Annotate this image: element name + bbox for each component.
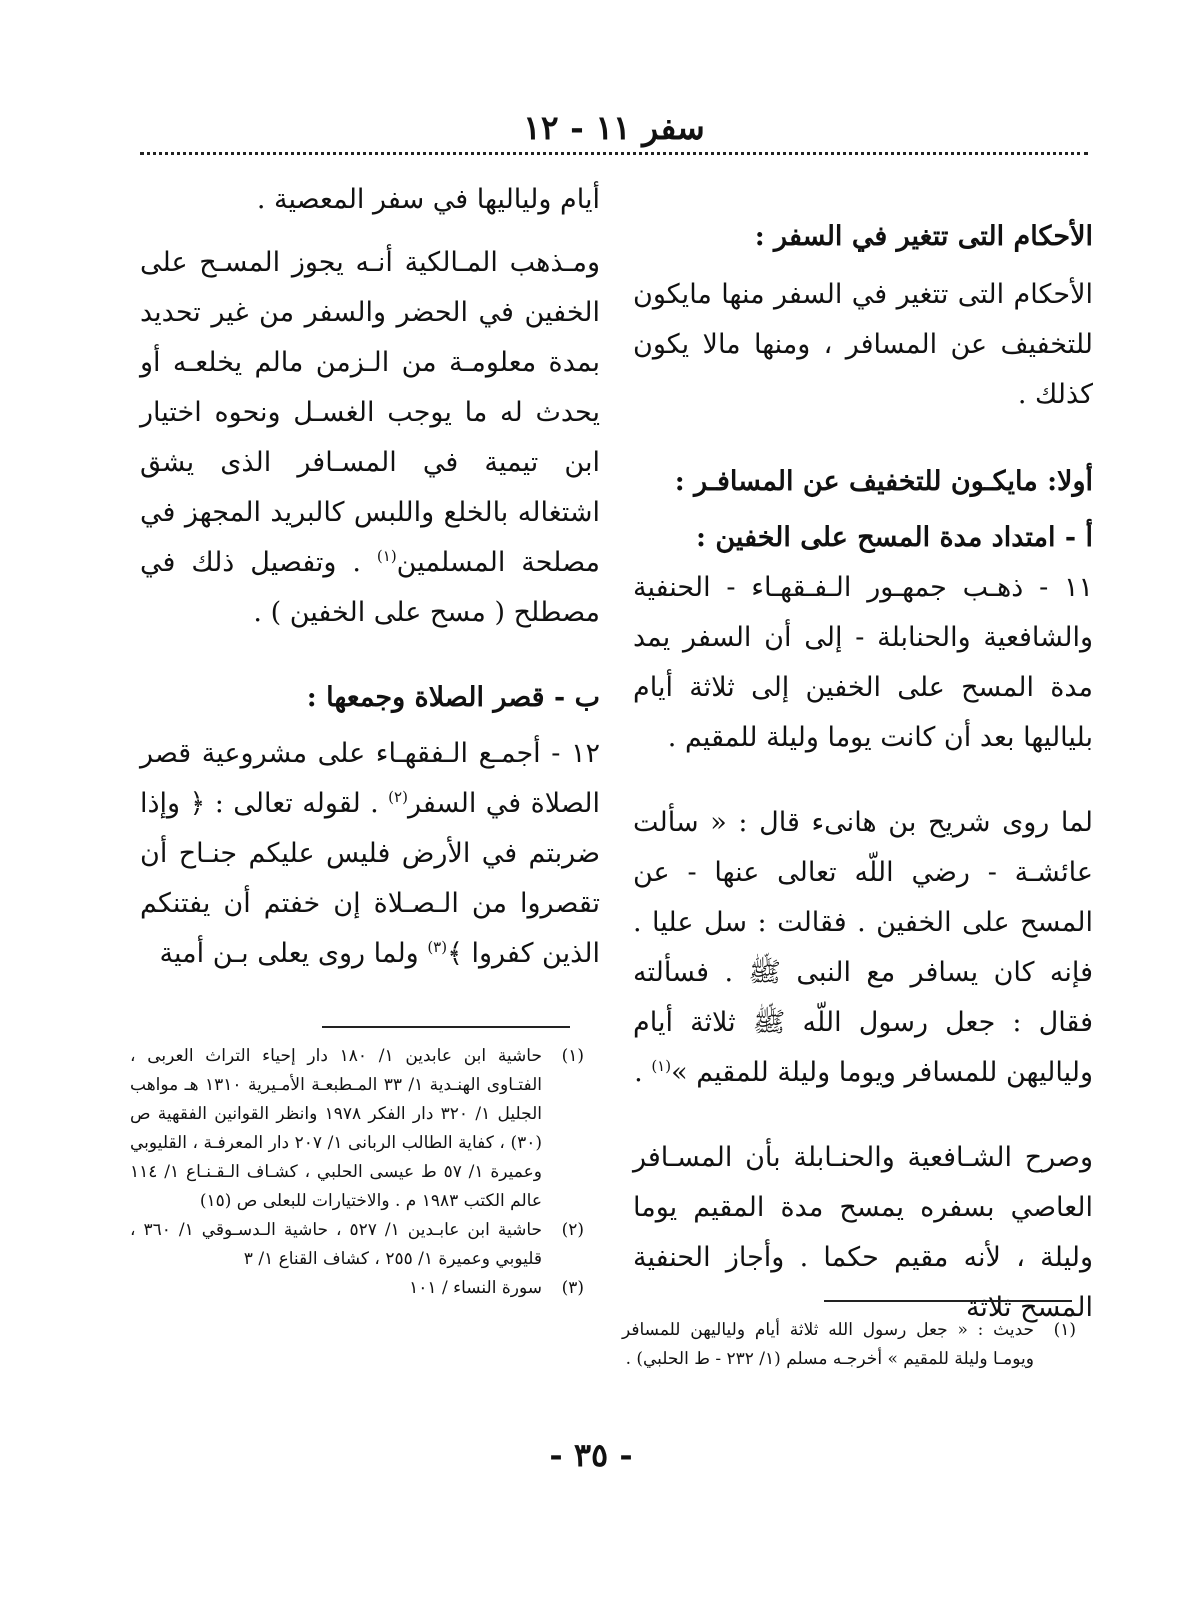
subsection-heading-alif: أ - امتداد مدة المسح على الخفين : <box>696 522 1093 553</box>
footnote-marker: (٢) <box>388 788 408 806</box>
footnotes-right <box>622 1316 1076 1374</box>
paragraph-12 <box>140 729 600 979</box>
header-dotted-rule <box>140 152 1088 155</box>
section-heading-first: أولا: مايكـون للتخفيف عن المسافـر : <box>674 466 1093 497</box>
footnote-item <box>622 1316 1076 1374</box>
paragraph-continuation: أيام ولياليها في سفر المعصية . <box>256 184 600 215</box>
footnote-text: حاشية ابن عابدين ١/ ١٨٠ دار إحياء التراث العربى ، الفتـاوى الهنـدية ١/ ٣٣ المـطبعـة الأمـيرية ١٣١٠ هـ مواهب الجليل ١/ ٣٢٠ دار الفكر ١٩٧٨ وانظر القوانين الفقهية ص (٣٠) ، كفاية الطالب الربانى ١/ ٢٠٧ دار المعرفـة ، القليوبي وعميرة ١/ ٥٧ ط عيسى الحلبي ، كشـاف الـقـنـاع ١/ ١١٤ عالم الكتب ١٩٨٣ م . والاختيارات للبعلى ص (١٥) <box>130 1046 542 1211</box>
paragraph-hadith <box>633 798 1093 1098</box>
footnote-number: (٣) <box>561 1278 584 1298</box>
paragraph-hadith-end: . <box>634 1057 652 1088</box>
paragraph-shafiiya: وصرح الشـافعية والحنـابلة بأن المسـافر العاصي بسفره يمسح مدة المقيم يوما وليلة ، لأنه مقيم حكما . وأجاز الحنفية المسح ثلاثة <box>633 1142 1093 1323</box>
footnote-rule-left <box>322 1026 570 1028</box>
left-column <box>140 175 600 979</box>
paragraph-hadith-text: لما روى شريح بن هانىء قال : « سألت عائشـة - رضي اللّه تعالى عنها - عن المسح على الخفين . فقالت : سل عليا . فإنه كان يسافر مع النبى ﷺ . فسألته فقال : جعل رسول اللّه ﷺ ثلاثة أيام ولياليهن للمسافر ويوما وليلة للمقيم » <box>633 807 1093 1088</box>
paragraph-12-text-b: . لقوله تعالى : ﴿ وإذا ضربتم في الأرض فليس عليكم جنـاح أن تقصروا من الـصـلاة إن خفتم أن يفتنكم الذين كفروا ﴾ <box>140 788 600 969</box>
footnote-item <box>130 1274 584 1303</box>
paragraph-11: ١١ - ذهـب جمهـور الـفـقهـاء - الحنفية والشافعية والحنابلة - إلى أن السفر يمد مدة المسح على الخفين إلى ثلاثة أيام بلياليها بعد أن كانت يوما وليلة للمقيم . <box>633 572 1093 753</box>
footnote-number: (٢) <box>561 1220 584 1240</box>
paragraph-12-text-c: ولما روى يعلى بـن أمية <box>159 938 428 969</box>
paragraph-malikiya-text: ومـذهب المـالكية أنـه يجوز المسـح على الخفين في الحضر والسفر من غير تحديد بمدة معلومـة من الـزمن مالم يخلعـه أو يحدث له ما يوجب الغسـل ونحوه اختيار ابن تيمية في المسـافر الذى يشق اشتغاله بالخلع واللبس كالبريد المجهز في مصلحة المسلمين <box>140 247 600 578</box>
footnote-item <box>130 1042 584 1216</box>
paragraph-malikiya <box>140 238 600 638</box>
running-title: سفر ١١ - ١٢ <box>523 108 705 147</box>
footnote-marker: (١) <box>651 1057 672 1075</box>
footnote-rule-right <box>824 1300 1072 1302</box>
footnote-marker: (١) <box>376 547 397 565</box>
page-number: - ٣٥ - <box>549 1436 633 1474</box>
footnotes-left <box>130 1042 584 1303</box>
paragraph-malikiya-end: . وتفصيل ذلك في مصطلح ( مسح على الخفين ) . <box>140 547 600 628</box>
footnote-text: حاشية ابن عابـدين ١/ ٥٢٧ ، حاشية الـدسـوقي ١/ ٣٦٠ ، قليوبي وعميرة ١/ ٢٥٥ ، كشاف القناع ١/ ٣ <box>130 1220 543 1269</box>
paragraph-12-text-a: ١٢ - أجمـع الـفقهـاء على مشروعية قصر الصلاة في السفر <box>140 738 600 819</box>
footnote-marker: (٣) <box>427 938 448 956</box>
footnote-number: (١) <box>1053 1320 1076 1340</box>
footnote-text: حديث : « جعل رسول الله ثلاثة أيام ولياليهن للمسافر ويومـا وليلة للمقيم » أخرجـه مسلم (١/ ٢٣٢ - ط الحلبي) . <box>622 1320 1034 1369</box>
section-heading-changing-rulings: الأحكام التى تتغير في السفر : <box>754 221 1093 252</box>
subsection-heading-ba: ب - قصر الصلاة وجمعها : <box>306 682 600 713</box>
right-column <box>633 175 1093 1333</box>
footnote-text: سورة النساء / ١٠١ <box>409 1278 542 1298</box>
footnote-number: (١) <box>561 1046 584 1066</box>
footnote-item <box>130 1216 584 1274</box>
paragraph-intro: الأحكام التى تتغير في السفر منها مايكون للتخفيف عن المسافر ، ومنها مالا يكون كذلك . <box>633 279 1093 410</box>
